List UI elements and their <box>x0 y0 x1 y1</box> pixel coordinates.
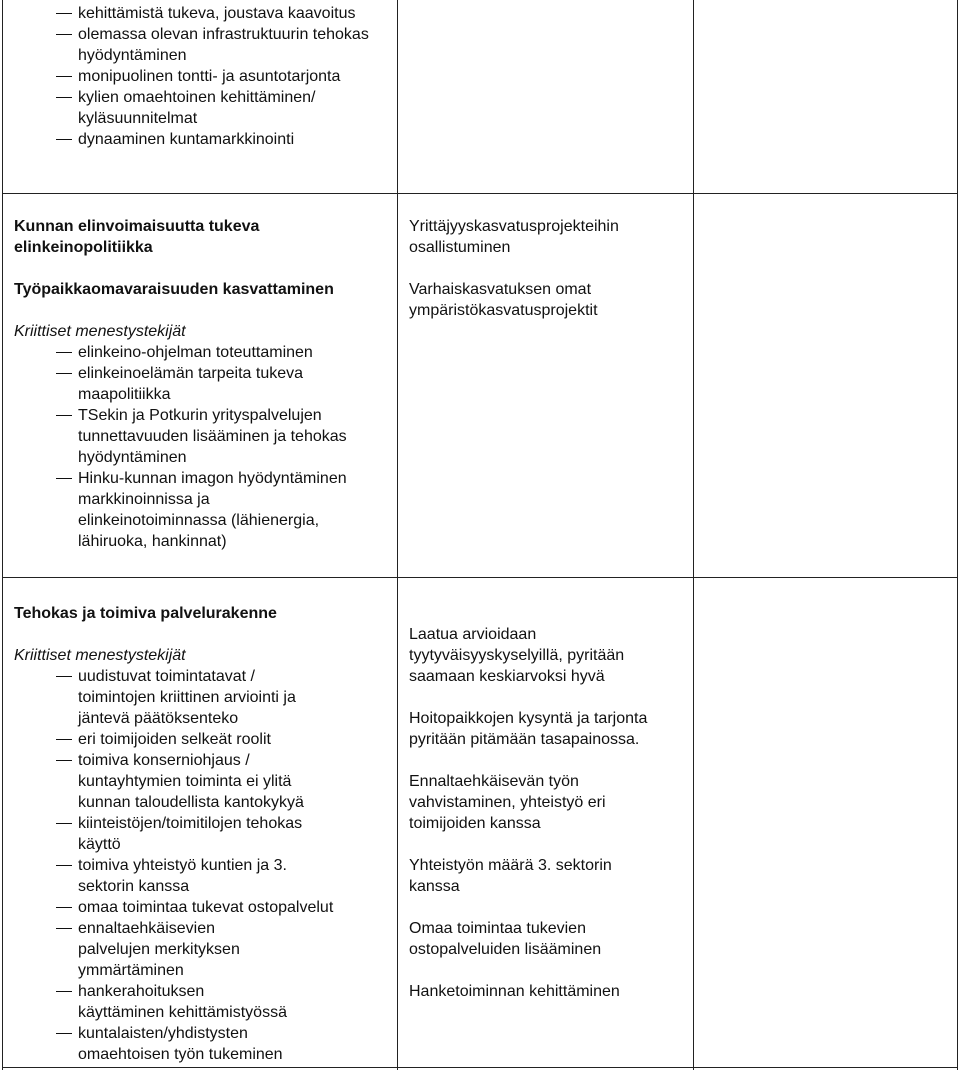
row2-col1-cell <box>14 216 384 552</box>
row2-bullet-list <box>14 342 359 552</box>
row2-col2-cell <box>409 216 684 321</box>
indicator-text: Yrittäjyyskasvatusprojekteihin osallistuminen <box>409 218 619 256</box>
row-divider-1 <box>2 193 958 194</box>
section-subheading: Työpaikkaomavaraisuuden kasvattaminen <box>14 281 334 298</box>
row1-col1-cell <box>14 3 384 150</box>
indicator-text: Hanketoiminnan kehittäminen <box>409 983 620 1000</box>
column-divider-2 <box>693 0 694 1070</box>
column-divider-1 <box>397 0 398 1070</box>
list-item: toimiva yhteistyö kuntien ja 3. sektorin kanssa <box>14 855 338 897</box>
row3-bullet-list <box>14 666 394 1065</box>
list-item: kuntalaisten/yhdistysten omaehtoisen työn tukeminen <box>14 1023 338 1065</box>
row3-col1-cell <box>14 603 384 1065</box>
list-item: eri toimijoiden selkeät roolit <box>14 729 394 750</box>
list-item: olemassa olevan infrastruktuurin tehokas hyödyntäminen <box>14 24 384 66</box>
list-item: ennaltaehkäisevien palvelujen merkityksen ymmärtäminen <box>14 918 288 981</box>
table-border-bottom <box>2 1067 958 1068</box>
list-item: omaa toimintaa tukevat ostopalvelut <box>14 897 394 918</box>
list-item: uudistuvat toimintatavat / toimintojen kriittinen arviointi ja jäntevä päätöksenteko <box>14 666 328 729</box>
indicator-text: Ennaltaehkäisevän työn vahvistaminen, yhteistyö eri toimijoiden kanssa <box>409 773 606 832</box>
list-item: kiinteistöjen/toimitilojen tehokas käyttö <box>14 813 308 855</box>
indicator-text: Omaa toimintaa tukevien ostopalveluiden lisääminen <box>409 920 602 958</box>
indicator-text: Hoitopaikkojen kysyntä ja tarjonta pyritään pitämään tasapainossa. <box>409 710 648 748</box>
row3-col2-cell <box>409 624 689 1002</box>
section-heading: Kunnan elinvoimaisuutta tukeva elinkeinopolitiikka <box>14 218 260 256</box>
critical-factors-label: Kriittiset menestystekijät <box>14 647 186 664</box>
indicator-text: Laatua arvioidaan tyytyväisyyskyselyillä, pyritään saamaan keskiarvoksi hyvä <box>409 626 625 685</box>
list-item: elinkeino-ohjelman toteuttaminen <box>14 342 359 363</box>
list-item: kehittämistä tukeva, joustava kaavoitus <box>14 3 384 24</box>
list-item: hankerahoituksen käyttäminen kehittämistyössä <box>14 981 288 1023</box>
list-item: Hinku-kunnan imagon hyödyntäminen markkinoinnissa ja elinkeinotoiminnassa (lähienergia, lähiruoka, hankinnat) <box>14 468 359 552</box>
critical-factors-label: Kriittiset menestystekijät <box>14 323 186 340</box>
list-item: dynaaminen kuntamarkkinointi <box>14 129 384 150</box>
list-item: elinkeinoelämän tarpeita tukeva maapolitiikka <box>14 363 359 405</box>
list-item: toimiva konserniohjaus / kuntayhtymien toiminta ei ylitä kunnan taloudellista kantokykyä <box>14 750 338 813</box>
row1-bullet-list <box>14 3 384 150</box>
table-border-right <box>957 0 958 1070</box>
indicator-text: Varhaiskasvatuksen omat ympäristökasvatusprojektit <box>409 281 598 319</box>
row-divider-2 <box>2 577 958 578</box>
list-item: monipuolinen tontti- ja asuntotarjonta <box>14 66 384 87</box>
section-heading: Tehokas ja toimiva palvelurakenne <box>14 605 277 622</box>
list-item: TSekin ja Potkurin yrityspalvelujen tunnettavuuden lisääminen ja tehokas hyödyntäminen <box>14 405 359 468</box>
indicator-text: Yhteistyön määrä 3. sektorin kanssa <box>409 857 612 895</box>
list-item: kylien omaehtoinen kehittäminen/ kyläsuunnitelmat <box>14 87 384 129</box>
table-border-left <box>2 0 3 1070</box>
